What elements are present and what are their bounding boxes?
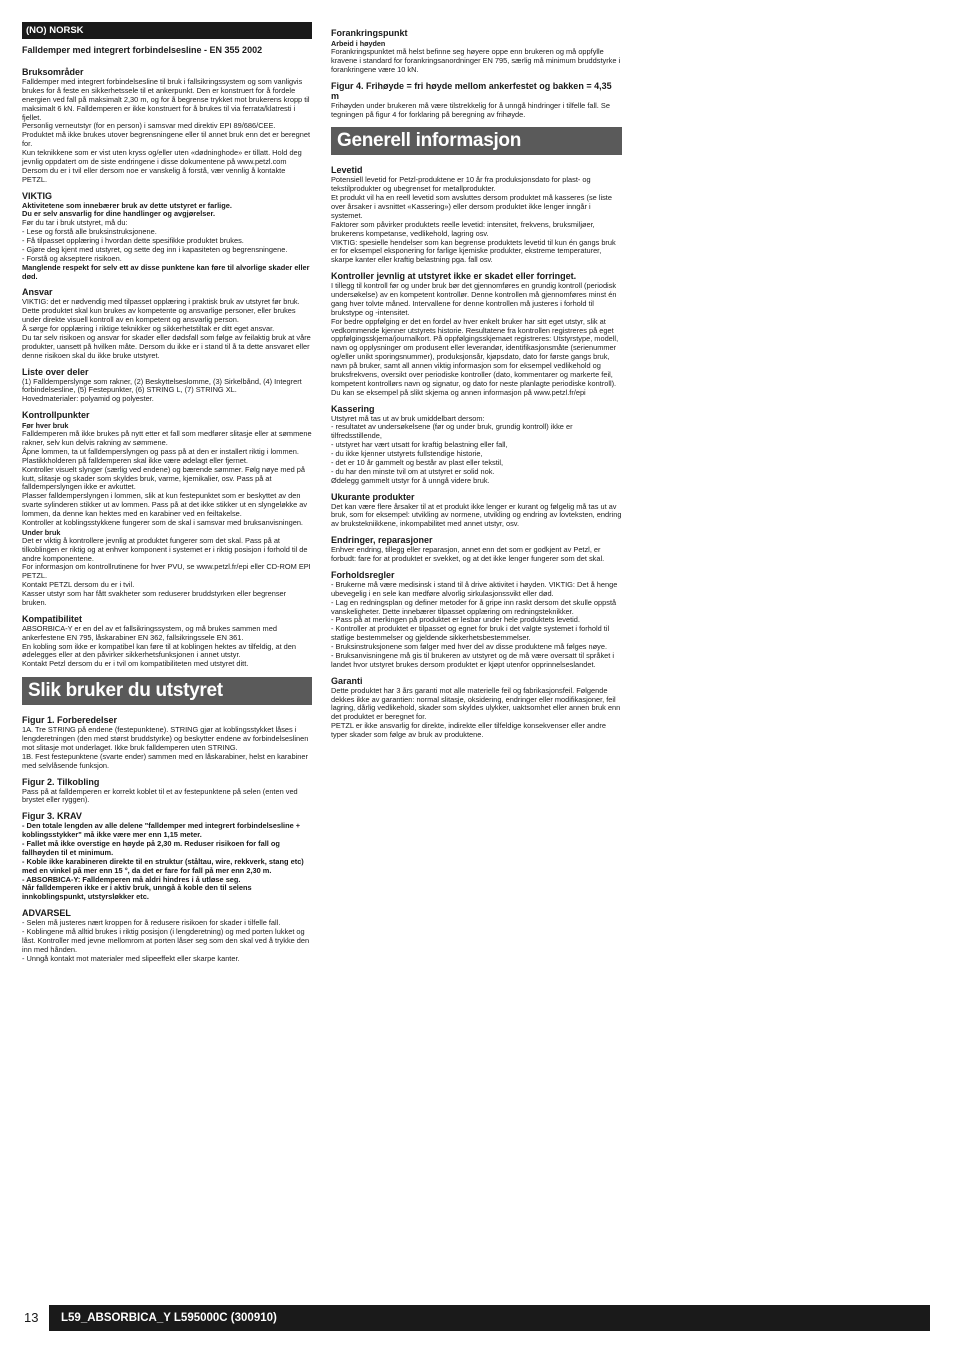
body-paragraph: - Selen må justeres nært kroppen for å redusere risikoen for skader i tilfelle fall. - Koblingene må alltid brukes i riktig posisjon (i lengderetning) og med porten lukket og låst. Kontroller med jevne mellomrom at porten låser seg som den skal ved å trykke den inn med hånden. - Unngå kontakt mot materialer med slipeeffekt eller skarpe kanter. <box>22 918 310 963</box>
page-number: 13 <box>24 1310 39 1325</box>
section <box>331 165 622 265</box>
body-paragraph: 1A. Tre STRING på endene (festepunktene). STRING gjør at koblingsstykket låses i lengderetningen (den med størst bruddstyrke) og beskytter endene av forbindelseslinen mot slitasje mot underlaget. Ikke bruk falldemperen uten STRING. 1B. Fest festepunktene (svarte ender) sammen med en låskarabiner, helst en karabiner med selvlåsende funksjon. <box>22 725 309 770</box>
general-info-banner: Generell informasjon <box>331 127 622 155</box>
body-paragraph: Det kan være flere årsaker til at et produkt ikke lenger er kurant og følgelig må tas ut av bruk, som for eksempel: utvikling av normene, utvikling og endring av lovteksten, endring av brukstekniikkene, inkompabilitet med annet utstyr, osv. <box>331 501 622 529</box>
body-paragraph: Dette produktet har 3 års garanti mot alle materielle feil og fabrikasjonsfeil. Følgende dekkes ikke av garantien: normal slitasje, oksidering, endringer eller modifikasjoner, feil lagring, dårlig vedlikehold, skader som skyldes ulykker, uaktsomhet eller annen bruk enn det produktet er beregnet for. PETZL er ikke ansvarlig for direkte, indirekte eller tilfeldige konsekvenser eller andre typer skader som følge av bruk av produktene. <box>331 685 621 739</box>
body-paragraph: Frihøyden under brukeren må være tilstrekkelig for å unngå hindringer i tilfelle fall. Se tegningen på figur 4 for forklaring på beregning av frihøyde. <box>331 100 610 119</box>
section <box>331 271 622 397</box>
footer-bar <box>49 1305 930 1331</box>
section-heading: Ukurante produkter <box>331 491 415 502</box>
right-column <box>331 22 622 740</box>
body-paragraph: VIKTIG: det er nødvendig med tilpasset opplæring i praktisk bruk av utstyret før bruk. Dette produktet skal kun brukes av kompetente og ansvarlige personer, eller brukes under direkte visuell kontroll av en kompetent og ansvarlig person. Å sørge for opplæring i riktige teknikker og sikkerhetstiltak er ditt eget ansvar. Du tar selv risikoen og ansvar for skader eller dødsfall som følge av feilaktig bruk at våre produkter, uansett på hvilken måte. Dersom du ikke er i stand til å ta dette ansvaret eller denne risikoen skal du ikke bruke utstyret. <box>22 297 311 360</box>
body-paragraph: Potensiell levetid for Petzl-produktene er 10 år fra produksjonsdato for plast- og tekstilprodukter og ubegrenset for metallprodukter. Et produkt vil ha en reell levetid som avsluttes dersom produktet må kasseres (se liste over årsaker i avsnittet «Kassering») eller dersom produktet ikke lenger inngår i systemet. Faktorer som påvirker produktets reelle levetid: intensitet, frekvens, bruksmiljøer, brukerens kompetanse, vedlikehold, lagring osv. VIKTIG: spesielle hendelser som kan begrense produktets levetid til kun én gangs bruk er for eksempel eksponering for farlige kjemiske produkter, ekstreme temperaturer, skarpe kanter eller kraftig belastning pga. fall osv. <box>331 175 616 265</box>
section <box>22 410 312 608</box>
section-heading: Liste over deler <box>22 366 89 377</box>
section-heading: Levetid <box>331 165 363 176</box>
section-heading: Kassering <box>331 403 375 414</box>
left-sections <box>22 67 312 669</box>
section-heading: Figur 2. Tilkobling <box>22 776 100 787</box>
general-sections <box>331 165 622 740</box>
section-heading: ADVARSEL <box>22 908 71 919</box>
body-paragraph: Falldemperen må ikke brukes på nytt etter et fall som medfører slitasje eller at sømmene rakner, selv kun delvis rakning av sømmene. Åpne lommen, ta ut falldemperslyngen og pass på at den er installert riktig i lommen. Plastikkholderen på falldemperen skal ikke være ødelagt eller fjernet. Kontroller visuelt slynger (særlig ved endene) og bærende sømmer. Følg nøye med på kutt, slitasje og skader som skyldes bruk, varme, kjemikalier, osv. Pass på at falldemperslyngen ikke er avkuttet. Plasser falldemperslyngen i lommen, slik at kun festepunktet som er beskyttet av den svarte sylinderen stikker ut av lommen. Pass på at det ikke stikker ut en slyngeløkke av lommen, da denne kan hektes med en karabiner ved en feiltakelse. Kontroller at koblingsstykkene fungerer som de skal i samsvar med bruksanvisningen. <box>22 429 312 527</box>
section <box>22 287 312 360</box>
body-paragraph: Det er viktig å kontrollere jevnlig at produktet fungerer som det skal. Pass på at tilkoblingen er riktig og at enhver komponent i systemet er i riktig posisjon i forhold til de andre komponentene. For informasjon om kontrollrutinene for hver PVU, se www.petzl.fr/epi eller CD-ROM EPI PETZL. Kontakt PETZL dersom du er i tvil. Kasser utstyr som har fått svakheter som reduserer bruddstyrken eller begrenser bruken. <box>22 535 311 607</box>
document-code: L59_ABSORBICA_Y L595000C (300910) <box>61 1312 277 1324</box>
language-label: (NO) NORSK <box>22 22 312 39</box>
document-title: Falldemper med integrert forbindelsesline - EN 355 2002 <box>22 45 263 55</box>
usage-banner: Slik bruker du utstyret <box>22 677 312 705</box>
section-heading: Ansvar <box>22 287 53 298</box>
subsection-heading: Før hver bruk <box>22 421 69 431</box>
section <box>331 28 622 75</box>
section <box>331 570 622 670</box>
section-heading: Kontrollpunkter <box>22 410 90 421</box>
section <box>331 492 622 530</box>
subsection-heading: Under bruk <box>22 527 61 537</box>
warning-text: Aktivitetene som innebærer bruk av dette utstyret er farlige. Du er selv ansvarlig for dine handlinger og avgjørelser. <box>22 200 232 219</box>
section <box>331 676 622 740</box>
body-paragraph: I tillegg til kontroll før og under bruk bør det gjennomføres en grundig kontroll (periodisk undersøkelse) av en kompetent kontrollør. Denne kontrollen må gjennomføres minst én gang hver tolvte måned. Intervallene for denne kontrollen må justeres i forhold til brukstype og -intensitet. For bedre oppfølging er det en fordel av hver enkelt bruker har sitt eget utstyr, slik at vedkommende kjenner utstyrets historie. Resultatene fra kontrollen registreres på eget oppfølgingsskjema/journalkort. På oppfølgingsskjemaet registreres: Utstyrstype, modell, navn og opplysninger om produsent eller leverandør, identifikasjonsmåte (serienummer og/eller unikt sporingsnummer), produksjonsår, kjøpsdato, dato for første gangs bruk, navn på bruker, samt all annen viktig informasjon som for eksempel vedlikehold og bruksfrekvens, oversikt over periodiske kontroller (dato, kommentarer og markerte feil, kompetent kontrollørs navn og signatur, og dato for neste planlagte periodiske kontroll). Du kan se eksempel på slikt skjema og annen informasjon på www.petzl.fr/epi <box>331 281 619 397</box>
section <box>22 67 312 185</box>
body-paragraph: Utstyret må tas ut av bruk umiddelbart dersom: - resultatet av undersøkelsene (før og under bruk, grundig kontroll) ikke er tilfredsstillende, - utstyret har vært utsatt for kraftig belastning eller fall, - du ikke kjenner utstyrets fullstendige historie, - det er 10 år gammelt og består av plast eller tekstil, - du har den minste tvil om at utstyret er solid nok. Ødelegg gammelt utstyr for å unngå videre bruk. <box>331 413 573 485</box>
body-paragraph: (1) Falldemperslynge som rakner, (2) Beskyttelseslomme, (3) Sirkelbånd, (4) Integrert forbindelsesline, (5) Festepunkter, (6) STRING L, (7) STRING XL. Hovedmaterialer: polyamid og polyester. <box>22 376 302 404</box>
left-column <box>22 22 312 964</box>
usage-sections <box>22 715 312 963</box>
body-paragraph: Før du tar i bruk utstyret, må du: - Lese og forstå alle bruksinstruksjonene. - Få tilpasset opplæring i hvordan dette spesifikke produktet brukes. - Gjøre deg kjent med utstyret, og sette deg inn i kapasiteten og begrensningene. - Forstå og akseptere risikoen. <box>22 218 288 263</box>
warning-text: Manglende respekt for selv ett av disse punktene kan føre til alvorlige skader eller død. <box>22 262 310 281</box>
section <box>22 191 312 282</box>
section <box>331 81 622 120</box>
section-heading: Figur 4. Frihøyde = fri høyde mellom ankerfestet og bakken = 4,35 m <box>331 80 612 101</box>
section-heading: Endringer, reparasjoner <box>331 535 433 546</box>
body-paragraph: ABSORBICA-Y er en del av et fallsikringssystem, og må brukes sammen med ankerfestene EN 795, låskarabiner EN 362, fallsikringssele EN 361. En kobling som ikke er kompatibel kan føre til at koblingen hektes av tilfeldig, at den ødelegges eller at den påvirker sikkerhetsfunksjonen i annet utstyr. Kontakt Petzl dersom du er i tvil om kompatibiliteten med utstyret ditt. <box>22 623 297 669</box>
section-heading: Forankringspunkt <box>331 28 408 38</box>
section <box>331 404 622 486</box>
subsection-heading: Arbeid i høyden <box>331 39 386 48</box>
body-paragraph: Enhver endring, tillegg eller reparasjon, annet enn det som er godkjent av Petzl, er forbudt: fare for at produktet er svekket, og at det ikke lenger fungerer som det skal. <box>331 545 605 563</box>
body-paragraph: Pass på at falldemperen er korrekt koblet til et av festepunktene på selen (enten ved brystet eller ryggen). <box>22 786 298 805</box>
warning-text: - Den totale lengden av alle delene "falldemper med integrert forbindelsesline + koblingsstykker" må ikke være mer enn 1,15 meter. - Fallet må ikke overstige en høyde på 2,30 m. Reduser risikoen for fall og fallhøyden til et minimum. - Koble ikke karabineren direkte til en struktur (ståltau, wire, rekkverk, stang etc) med en vinkel på mer enn 15 °, da det er fare for fall på mer enn 2,30 m. - ABSORBICA-Y: Falldemperen må aldri hindres i å utløse seg. Når falldemperen ikke er i aktiv bruk, unngå å koble den til selens innkoblingspunkt, utstyrsløkker etc. <box>22 821 304 902</box>
anchor-sections <box>331 28 622 119</box>
section-heading: Garanti <box>331 675 363 686</box>
section-heading: VIKTIG <box>22 190 53 201</box>
body-paragraph: Forankringspunktet må helst befinne seg høyere oppe enn brukeren og må oppfylle kravene i standard for forankringsanordninger EN 795, særlig må minimum bruddstyrke i forankringene være 10 kN. <box>331 47 621 74</box>
section <box>22 715 312 770</box>
section <box>22 811 312 902</box>
section <box>22 614 312 669</box>
section-heading: Bruksområder <box>22 67 84 77</box>
section <box>331 535 622 564</box>
body-paragraph: Falldemper med integrert forbindelsesline til bruk i fallsikringssystem og som vanligvis brukes for å feste en sikkerhetssele til et ankerpunkt. Den er konstruert for å fordele energien ved fall på maksimalt 2,30 m, og for å begrense trykket mot brukerens kropp til maksimalt 6 kN. Falldemperen er ikke konstruert for å brukes til via ferrata/klatresti i fjellet. Personlig verneutstyr (for en person) i samsvar med direktiv EPI 89/686/CEE. Produktet må ikke brukes utover begrensningene eller til annet bruk enn det er beregnet for. Kun teknikkene som er vist uten kryss og/eller uten «dødninghode» er tillatt. Hold deg jevnlig oppdatert om de siste endringene i disse dokumentene på www.petzl.com Dersom du er i tvil eller dersom noe er vanskelig å forstå, vær vennlig å kontakte PETZL. <box>22 77 311 184</box>
section <box>22 367 312 405</box>
section-heading: Kontroller jevnlig at utstyret ikke er skadet eller forringet. <box>331 271 577 282</box>
section <box>22 777 312 806</box>
section <box>22 908 312 963</box>
section-heading: Forholdsregler <box>331 569 395 580</box>
section-heading: Figur 1. Forberedelser <box>22 715 118 726</box>
section-heading: Kompatibilitet <box>22 613 82 624</box>
section-heading: Figur 3. KRAV <box>22 811 82 822</box>
page-footer <box>22 1305 930 1331</box>
body-paragraph: - Brukerne må være medisinsk i stand til å drive aktivitet i høyden. VIKTIG: Det å henge ubevegelig i en sele kan medføre alvorlig sirkulasjonssvikt eller død. - Lag en redningsplan og definer metoder for å gripe inn raskt dersom det skulle oppstå vanskeligheter. Dette innebærer tilpasset opplæring om redningsteknikker. - Pass på at merkingen på produktet er lesbar under hele produktets levetid. - Kontroller at produktet er tilpasset og egnet for bruk i det valgte systemet i forhold til statlige bestemmelser og gjeldende sikkerhetsbestemmelser. - Bruksinstruksjonene som følger med hver del av disse produktene må følges nøye. - Bruksanvisningene må gis til brukeren av utstyret og de må være oversatt til språket i landet hvor utstyret brukes dersom produktet er kjøpt utenfor opprinnelseslandet. <box>331 579 618 669</box>
